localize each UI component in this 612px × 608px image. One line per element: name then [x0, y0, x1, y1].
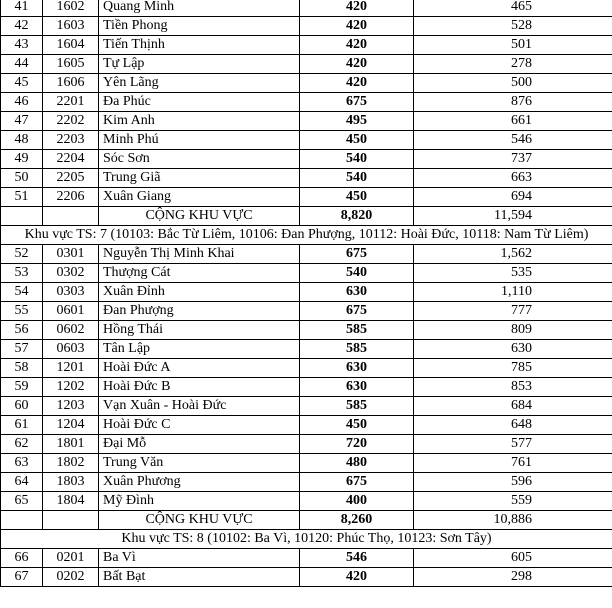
school-name-cell: Hồng Thái [99, 321, 300, 340]
school-code-cell: 0603 [43, 340, 99, 359]
registered-cell: 605 [414, 549, 612, 568]
row-number-cell: 50 [1, 169, 43, 188]
row-number-cell: 44 [1, 55, 43, 74]
school-code-cell: 1201 [43, 359, 99, 378]
table-row [1, 17, 612, 36]
empty-cell [1, 207, 43, 226]
school-code-cell: 0303 [43, 283, 99, 302]
quota-cell: 400 [300, 492, 414, 511]
quota-cell: 585 [300, 321, 414, 340]
school-code-cell: 0302 [43, 264, 99, 283]
region-total-registered: 10,886 [414, 511, 612, 530]
quota-cell: 480 [300, 454, 414, 473]
registered-cell: 630 [414, 340, 612, 359]
school-name-cell: Hoài Đức B [99, 378, 300, 397]
school-name-cell: Mỹ Đình [99, 492, 300, 511]
row-number-cell: 46 [1, 93, 43, 112]
region-header-row [1, 226, 612, 245]
registered-cell: 777 [414, 302, 612, 321]
table-row [1, 340, 612, 359]
school-name-cell: Vạn Xuân - Hoài Đức [99, 397, 300, 416]
table-row [1, 435, 612, 454]
registered-cell: 1,110 [414, 283, 612, 302]
school-name-cell: Đan Phượng [99, 302, 300, 321]
quota-cell: 420 [300, 36, 414, 55]
quota-cell: 420 [300, 17, 414, 36]
row-number-cell: 48 [1, 131, 43, 150]
row-number-cell: 66 [1, 549, 43, 568]
region-total-quota: 8,820 [300, 207, 414, 226]
school-code-cell: 1603 [43, 17, 99, 36]
quota-cell: 450 [300, 416, 414, 435]
school-name-cell: Tiến Thịnh [99, 36, 300, 55]
school-name-cell: Đa Phúc [99, 93, 300, 112]
region-total-label: CỘNG KHU VỰC [99, 511, 300, 530]
empty-cell [43, 511, 99, 530]
registered-cell: 596 [414, 473, 612, 492]
school-code-cell: 1803 [43, 473, 99, 492]
table-row [1, 359, 612, 378]
row-number-cell: 59 [1, 378, 43, 397]
quota-cell: 540 [300, 169, 414, 188]
school-code-cell: 0201 [43, 549, 99, 568]
region-header-label: Khu vực TS: 8 (10102: Ba Vì, 10120: Phúc Thọ, 10123: Sơn Tây) [1, 530, 612, 549]
registered-cell: 1,562 [414, 245, 612, 264]
table-row [1, 549, 612, 568]
table-row [1, 416, 612, 435]
registered-cell: 546 [414, 131, 612, 150]
table-row [1, 36, 612, 55]
row-number-cell: 67 [1, 568, 43, 587]
quota-cell: 546 [300, 549, 414, 568]
school-code-cell: 0601 [43, 302, 99, 321]
registered-cell: 559 [414, 492, 612, 511]
school-code-cell: 2203 [43, 131, 99, 150]
quota-cell: 420 [300, 74, 414, 93]
registered-cell: 501 [414, 36, 612, 55]
quota-cell: 585 [300, 397, 414, 416]
school-code-cell: 1605 [43, 55, 99, 74]
quota-cell: 675 [300, 302, 414, 321]
school-code-cell: 2204 [43, 150, 99, 169]
row-number-cell: 54 [1, 283, 43, 302]
table-row [1, 378, 612, 397]
region-header-row [1, 530, 612, 549]
school-name-cell: Yên Lãng [99, 74, 300, 93]
registered-cell: 528 [414, 17, 612, 36]
registered-cell: 661 [414, 112, 612, 131]
registered-cell: 663 [414, 169, 612, 188]
table-row [1, 454, 612, 473]
quota-cell: 675 [300, 473, 414, 492]
row-number-cell: 49 [1, 150, 43, 169]
region-total-quota: 8,260 [300, 511, 414, 530]
row-number-cell: 58 [1, 359, 43, 378]
quota-cell: 720 [300, 435, 414, 454]
registered-cell: 465 [414, 0, 612, 17]
row-number-cell: 55 [1, 302, 43, 321]
table-row [1, 492, 612, 511]
school-code-cell: 0202 [43, 568, 99, 587]
region-header-label: Khu vực TS: 7 (10103: Bắc Từ Liêm, 10106: Đan Phượng, 10112: Hoài Đức, 10118: Nam Từ Liêm) [1, 226, 612, 245]
school-name-cell: Xuân Giang [99, 188, 300, 207]
table-row [1, 568, 612, 587]
quota-cell: 420 [300, 0, 414, 17]
school-code-cell: 1802 [43, 454, 99, 473]
quota-cell: 585 [300, 340, 414, 359]
table-row [1, 397, 612, 416]
region-total-label: CỘNG KHU VỰC [99, 207, 300, 226]
school-name-cell: Sóc Sơn [99, 150, 300, 169]
row-number-cell: 61 [1, 416, 43, 435]
row-number-cell: 41 [1, 0, 43, 17]
table-row [1, 93, 612, 112]
enrollment-table-body [1, 0, 612, 587]
row-number-cell: 63 [1, 454, 43, 473]
table-row [1, 150, 612, 169]
quota-cell: 420 [300, 568, 414, 587]
region-total-registered: 11,594 [414, 207, 612, 226]
row-number-cell: 52 [1, 245, 43, 264]
row-number-cell: 43 [1, 36, 43, 55]
quota-cell: 630 [300, 283, 414, 302]
table-row [1, 55, 612, 74]
table-row [1, 245, 612, 264]
quota-cell: 675 [300, 245, 414, 264]
row-number-cell: 45 [1, 74, 43, 93]
registered-cell: 500 [414, 74, 612, 93]
school-code-cell: 2201 [43, 93, 99, 112]
table-row [1, 188, 612, 207]
empty-cell [43, 207, 99, 226]
quota-cell: 450 [300, 188, 414, 207]
quota-cell: 450 [300, 131, 414, 150]
school-name-cell: Hoài Đức A [99, 359, 300, 378]
school-code-cell: 1602 [43, 0, 99, 17]
school-code-cell: 2205 [43, 169, 99, 188]
quota-cell: 540 [300, 264, 414, 283]
registered-cell: 853 [414, 378, 612, 397]
school-code-cell: 1202 [43, 378, 99, 397]
quota-cell: 630 [300, 359, 414, 378]
school-code-cell: 1204 [43, 416, 99, 435]
school-name-cell: Xuân Đỉnh [99, 283, 300, 302]
school-code-cell: 1804 [43, 492, 99, 511]
quota-cell: 495 [300, 112, 414, 131]
registered-cell: 684 [414, 397, 612, 416]
row-number-cell: 64 [1, 473, 43, 492]
school-name-cell: Quang Minh [99, 0, 300, 17]
table-row [1, 321, 612, 340]
row-number-cell: 56 [1, 321, 43, 340]
school-code-cell: 1606 [43, 74, 99, 93]
table-row [1, 302, 612, 321]
registered-cell: 298 [414, 568, 612, 587]
school-name-cell: Tiền Phong [99, 17, 300, 36]
school-code-cell: 0602 [43, 321, 99, 340]
school-name-cell: Ba Vì [99, 549, 300, 568]
school-name-cell: Thượng Cát [99, 264, 300, 283]
table-row [1, 264, 612, 283]
school-name-cell: Trung Giã [99, 169, 300, 188]
school-code-cell: 1801 [43, 435, 99, 454]
school-name-cell: Xuân Phương [99, 473, 300, 492]
school-name-cell: Tân Lập [99, 340, 300, 359]
registered-cell: 694 [414, 188, 612, 207]
table-row [1, 74, 612, 93]
quota-cell: 675 [300, 93, 414, 112]
row-number-cell: 60 [1, 397, 43, 416]
region-total-row [1, 511, 612, 530]
table-row [1, 169, 612, 188]
school-name-cell: Tự Lập [99, 55, 300, 74]
school-code-cell: 1604 [43, 36, 99, 55]
table-row [1, 473, 612, 492]
registered-cell: 577 [414, 435, 612, 454]
table-row [1, 112, 612, 131]
quota-cell: 420 [300, 55, 414, 74]
school-code-cell: 1203 [43, 397, 99, 416]
registered-cell: 785 [414, 359, 612, 378]
school-name-cell: Minh Phú [99, 131, 300, 150]
region-total-row [1, 207, 612, 226]
row-number-cell: 57 [1, 340, 43, 359]
registered-cell: 761 [414, 454, 612, 473]
school-name-cell: Bất Bạt [99, 568, 300, 587]
school-name-cell: Đại Mỗ [99, 435, 300, 454]
school-code-cell: 0301 [43, 245, 99, 264]
registered-cell: 535 [414, 264, 612, 283]
school-name-cell: Kim Anh [99, 112, 300, 131]
row-number-cell: 47 [1, 112, 43, 131]
row-number-cell: 65 [1, 492, 43, 511]
table-row [1, 0, 612, 17]
row-number-cell: 51 [1, 188, 43, 207]
quota-cell: 540 [300, 150, 414, 169]
school-code-cell: 2202 [43, 112, 99, 131]
registered-cell: 809 [414, 321, 612, 340]
row-number-cell: 42 [1, 17, 43, 36]
school-name-cell: Nguyễn Thị Minh Khai [99, 245, 300, 264]
table-row [1, 131, 612, 150]
school-name-cell: Trung Văn [99, 454, 300, 473]
row-number-cell: 62 [1, 435, 43, 454]
table-row [1, 283, 612, 302]
empty-cell [1, 511, 43, 530]
school-name-cell: Hoài Đức C [99, 416, 300, 435]
registered-cell: 876 [414, 93, 612, 112]
registered-cell: 737 [414, 150, 612, 169]
registered-cell: 278 [414, 55, 612, 74]
school-code-cell: 2206 [43, 188, 99, 207]
quota-cell: 630 [300, 378, 414, 397]
row-number-cell: 53 [1, 264, 43, 283]
registered-cell: 648 [414, 416, 612, 435]
